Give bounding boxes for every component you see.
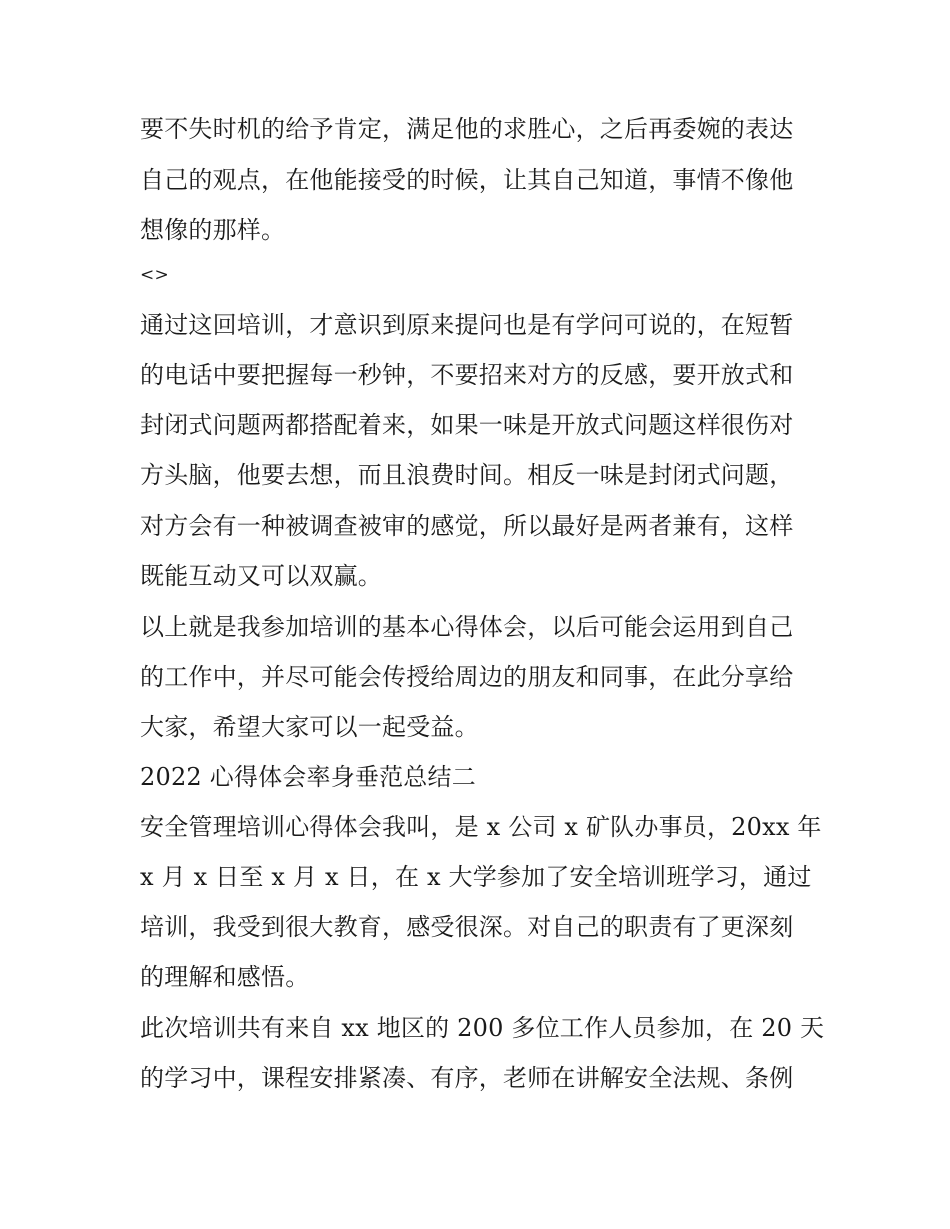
text-line: 通过这回培训，才意识到原来提问也是有学问可说的，在短暂	[140, 311, 794, 339]
text-line: 自己的观点，在他能接受的时候，让其自己知道，事情不像他	[140, 166, 794, 194]
text-line: 以上就是我参加培训的基本心得体会，以后可能会运用到自己	[140, 613, 794, 641]
text-line: 安全管理培训心得体会我叫，是 x 公司 x 矿队办事员，20xx 年	[140, 813, 822, 841]
text-line: 培训，我受到很大教育，感受很深。对自己的职责有了更深刻	[140, 913, 794, 941]
text-line: 方头脑，他要去想，而且浪费时间。相反一味是封闭式问题，	[140, 461, 794, 489]
text-line: 大家，希望大家可以一起受益。	[140, 713, 479, 741]
text-line: <>	[140, 265, 169, 285]
text-line: 的工作中，并尽可能会传授给周边的朋友和同事，在此分享给	[140, 663, 794, 691]
text-line: 封闭式问题两都搭配着来，如果一味是开放式问题这样很伤对	[140, 411, 794, 439]
text-line: 对方会有一种被调查被审的感觉，所以最好是两者兼有，这样	[140, 512, 794, 540]
text-line: 的学习中，课程安排紧凑、有序，老师在讲解安全法规、条例	[140, 1064, 794, 1092]
text-line: 的电话中要把握每一秒钟，不要招来对方的反感，要开放式和	[140, 361, 794, 389]
text-line: 的理解和感悟。	[140, 963, 310, 991]
text-line: 想像的那样。	[140, 216, 286, 244]
text-line: 此次培训共有来自 xx 地区的 200 多位工作人员参加，在 20 天	[140, 1014, 825, 1042]
text-line: 要不失时机的给予肯定，满足他的求胜心，之后再委婉的表达	[140, 115, 794, 143]
section-heading: 2022 心得体会率身垂范总结二	[140, 763, 476, 791]
text-line: x 月 x 日至 x 月 x 日，在 x 大学参加了安全培训班学习，通过	[140, 863, 812, 891]
text-line: 既能互动又可以双赢。	[140, 562, 382, 590]
